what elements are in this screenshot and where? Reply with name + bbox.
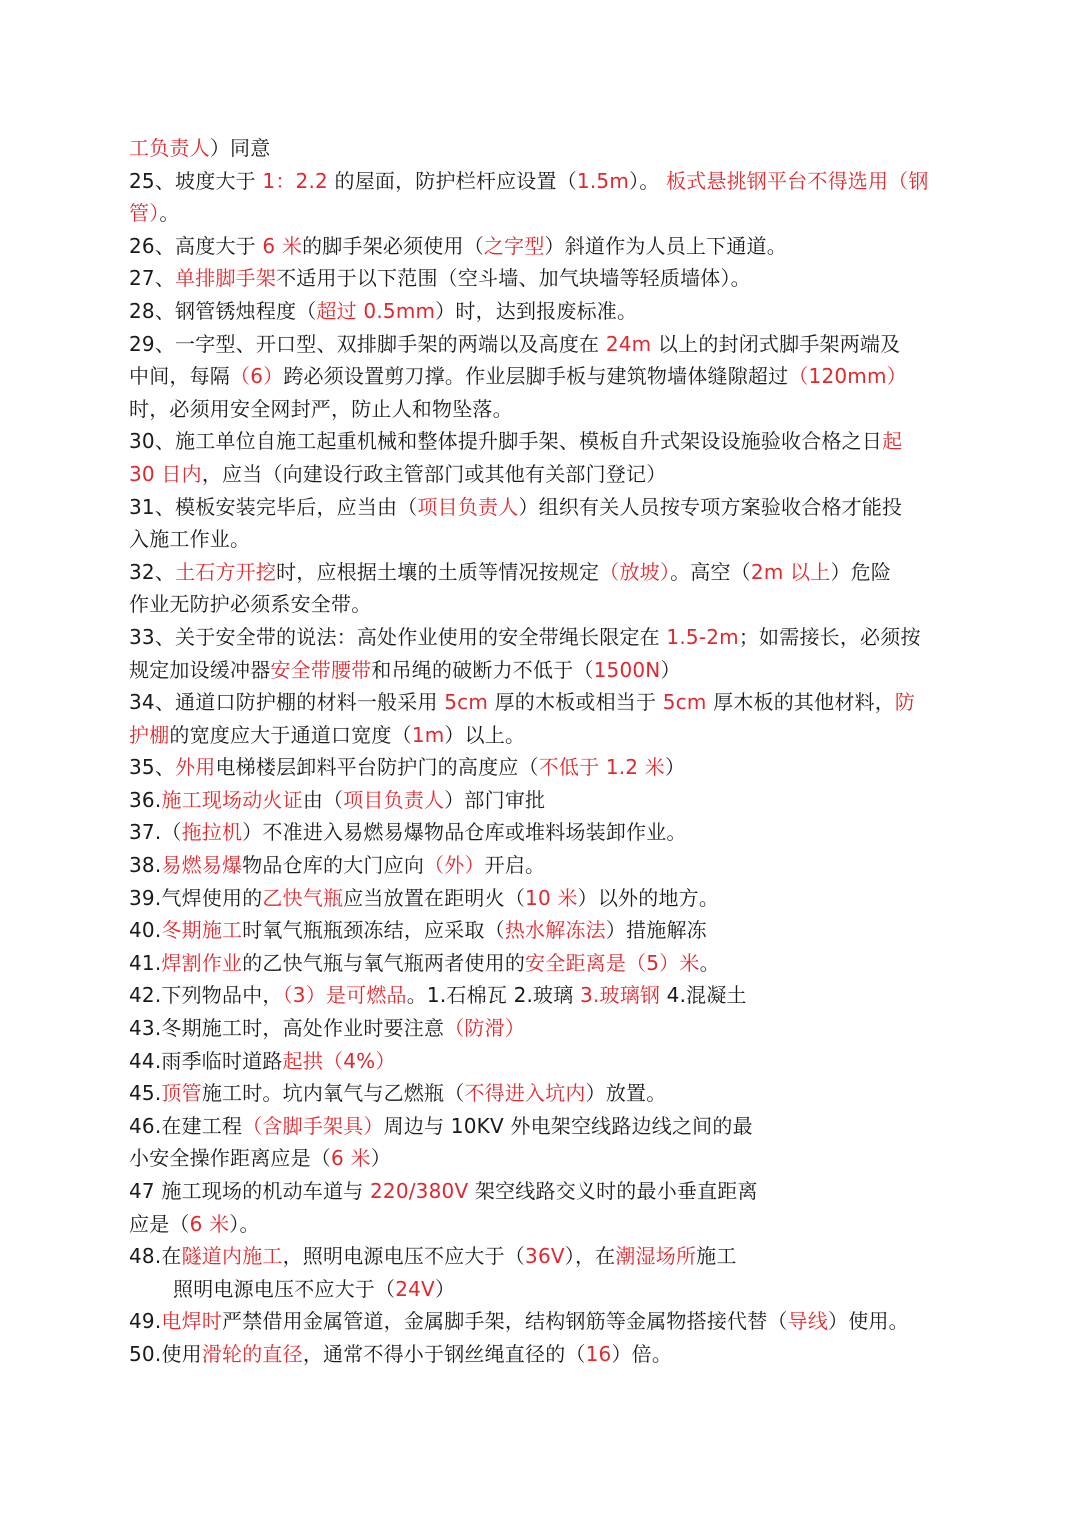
text-line	[129, 230, 959, 263]
highlighted-text: 防	[894, 690, 916, 715]
text-line	[129, 816, 959, 849]
body-text: 。	[699, 950, 720, 975]
highlighted-text: 36V	[525, 1244, 565, 1269]
body-text: ）措施解冻	[605, 918, 707, 943]
body-text: 的宽度应大于通道口宽度（	[169, 722, 412, 747]
text-line	[129, 914, 959, 947]
body-text: 46.在建工程	[129, 1113, 243, 1138]
body-text: 周边与 10KV 外电架空线路边线之间的最	[383, 1113, 753, 1138]
body-text: 作业无防护必须系安全带。	[129, 592, 372, 617]
body-text: 施工时。坑内氧气与乙燃瓶（	[201, 1081, 465, 1106]
body-text: 26、高度大于	[129, 233, 263, 258]
highlighted-text: 1.5-2m	[666, 624, 739, 649]
body-text: 开启。	[484, 853, 546, 878]
body-text: 36.	[129, 787, 162, 812]
text-line	[129, 1273, 959, 1306]
body-text: 49.	[129, 1309, 162, 1334]
text-line	[129, 556, 959, 589]
body-text: 电梯楼层卸料平台防护门的高度应（	[215, 755, 539, 780]
text-line	[129, 360, 959, 393]
highlighted-text: 16	[585, 1341, 612, 1366]
text-line	[129, 197, 959, 230]
body-text: 48.在	[129, 1244, 182, 1269]
text-line	[129, 654, 959, 687]
highlighted-text: 超过 0.5mm	[316, 298, 436, 323]
highlighted-text: 板式悬挑钢平台不得选用（钢	[665, 168, 929, 193]
body-text: 中间，每隔	[129, 364, 230, 389]
document-body	[129, 132, 959, 1371]
body-text: 。	[159, 201, 180, 226]
body-text: 25、坡度大于	[129, 168, 263, 193]
text-line	[129, 425, 959, 458]
body-text: 跨必须设置剪刀撑。作业层脚手板与建筑物墙体缝隙超过	[283, 364, 789, 389]
highlighted-text: 乙快气瓶	[262, 885, 344, 910]
body-text: ），在	[564, 1244, 616, 1269]
highlighted-text: 6 米	[331, 1146, 371, 1171]
body-text: ）放置。	[585, 1081, 667, 1106]
body-text: 41.	[129, 950, 162, 975]
body-text: 34、通道口防护棚的材料一般采用	[129, 690, 445, 715]
highlighted-text: 24V	[395, 1276, 435, 1301]
highlighted-text: 单排脚手架	[175, 266, 277, 291]
text-line	[129, 1175, 959, 1208]
highlighted-text: 拖拉机	[181, 820, 243, 845]
body-text: 应是（	[129, 1211, 190, 1236]
body-text: 和吊绳的破断力不低于（	[371, 657, 594, 682]
highlighted-text: 项目负责人	[343, 787, 445, 812]
highlighted-text: 护棚	[129, 722, 170, 747]
highlighted-text: 1.5m	[576, 168, 630, 193]
highlighted-text: 起拱（4%）	[282, 1048, 396, 1073]
text-line	[129, 393, 959, 426]
body-text: 厚的木板或相当于	[488, 690, 663, 715]
text-line	[129, 1208, 959, 1241]
body-text: 时，应根据土壤的土质等情况按规定	[276, 559, 600, 584]
body-text: 时，必须用安全网封严，防止人和物坠落。	[129, 396, 513, 421]
body-text: ；如需接长，必须按	[738, 624, 921, 649]
highlighted-text: 导线	[787, 1309, 829, 1334]
highlighted-text: 热水解冻法	[504, 918, 606, 943]
body-text: 小安全操作距离应是（	[129, 1146, 331, 1171]
body-text: ）同意	[209, 136, 271, 160]
text-line	[129, 686, 959, 719]
highlighted-text: 潮湿场所	[615, 1244, 697, 1269]
highlighted-text: 土石方开挖	[175, 559, 277, 584]
highlighted-text: 3.玻璃钢	[580, 983, 661, 1008]
body-text: 4.混凝土	[660, 983, 747, 1008]
highlighted-text: 1500N	[593, 657, 661, 682]
body-text: 的脚手架必须使用（	[302, 233, 484, 258]
text-line	[129, 295, 959, 328]
body-text: 物品仓库的大门应向	[242, 853, 425, 878]
highlighted-text: 管）	[129, 201, 160, 226]
text-line	[129, 1012, 959, 1045]
body-text: ）	[665, 755, 686, 780]
body-text: 29、一字型、开口型、双排脚手架的两端以及高度在	[129, 331, 606, 356]
body-text: ）倍。	[611, 1341, 673, 1366]
body-text: 32、	[129, 559, 176, 584]
body-text: 30、施工单位自施工起重机械和整体提升脚手架、模板自升式架设设施验收合格之日	[129, 429, 883, 454]
highlighted-text: 5cm	[444, 690, 489, 715]
highlighted-text: 之字型	[483, 233, 545, 258]
body-text: ）部门审批	[444, 787, 546, 812]
body-text: 45.	[129, 1081, 162, 1106]
highlighted-text: 30 日内	[129, 461, 202, 486]
text-line	[129, 979, 959, 1012]
body-text: 33、关于安全带的说法：高处作业使用的安全带绳长限定在	[129, 624, 667, 649]
highlighted-text: 24m	[605, 331, 652, 356]
body-text: 规定加设缓冲器	[129, 657, 271, 682]
body-text: ）不准进入易燃易爆物品仓库或堆料场装卸作业。	[242, 820, 687, 845]
body-text: 照明电源电压不应大于（	[173, 1276, 396, 1301]
body-text: 严禁借用金属管道，金属脚手架，结构钢筋等金属物搭接代替（	[222, 1309, 788, 1334]
body-text: 43.冬期施工时，高处作业时要注意	[129, 1016, 445, 1041]
body-text: 的乙快气瓶与氧气瓶两者使用的	[242, 950, 526, 975]
body-text: ）以上。	[444, 722, 526, 747]
body-text: ，照明电源电压不应大于（	[282, 1244, 526, 1269]
highlighted-text: （防滑）	[444, 1016, 526, 1041]
body-text: ）组织有关人员按专项方案验收合格才能投	[518, 494, 903, 519]
text-line	[129, 132, 959, 165]
text-line	[129, 751, 959, 784]
body-text: 39.气焊使用的	[129, 885, 263, 910]
text-line	[129, 784, 959, 817]
body-text: 。高空（	[670, 559, 751, 584]
text-line	[129, 1240, 959, 1273]
highlighted-text: 项目负责人	[417, 494, 519, 519]
text-line	[129, 328, 959, 361]
highlighted-text: （6）	[230, 364, 284, 389]
body-text: ）。	[229, 1211, 260, 1236]
highlighted-text: 外用	[175, 755, 216, 780]
body-text: 27、	[129, 266, 176, 291]
text-line	[129, 1305, 959, 1338]
text-line	[129, 882, 959, 915]
body-text: 42.下列物品中，	[129, 983, 283, 1008]
text-line	[129, 1338, 959, 1371]
text-line	[129, 947, 959, 980]
body-text: 47 施工现场的机动车道与	[129, 1179, 370, 1203]
body-text: 架空线路交义时的最小垂直距离	[468, 1179, 758, 1203]
body-text: 由（	[302, 787, 344, 812]
text-line	[129, 849, 959, 882]
body-text: ）	[660, 657, 681, 682]
body-text: 施工	[696, 1244, 737, 1269]
highlighted-text: （3）是可燃品	[282, 983, 407, 1008]
body-text: 时氧气瓶瓶颈冻结，应采取（	[242, 918, 505, 943]
body-text: 31、模板安装完毕后，应当由（	[129, 494, 418, 519]
body-text: 入施工作业。	[129, 527, 251, 552]
highlighted-text: 施工现场动火证	[161, 787, 303, 812]
text-line	[129, 523, 959, 556]
highlighted-text: 电焊时	[161, 1309, 223, 1334]
highlighted-text: 起	[882, 429, 903, 454]
body-text: 应当放置在距明火（	[343, 885, 526, 910]
body-text: 。1.石棉瓦 2.玻璃	[406, 983, 581, 1008]
highlighted-text: 工负责人	[129, 136, 210, 160]
body-text: ）	[370, 1146, 391, 1171]
body-text: 38.	[129, 853, 162, 878]
highlighted-text: 10 米	[525, 885, 578, 910]
highlighted-text: 1m	[411, 722, 445, 747]
highlighted-text: 220/380V	[369, 1179, 469, 1203]
body-text: 35、	[129, 755, 176, 780]
text-line	[129, 588, 959, 621]
highlighted-text: 易燃易爆	[161, 853, 243, 878]
body-text: ，通常不得小于钢丝绳直径的（	[302, 1341, 586, 1366]
body-text: ）	[434, 1276, 456, 1301]
body-text: ）使用。	[828, 1309, 909, 1334]
body-text: ）。	[629, 168, 666, 193]
highlighted-text: 不得进入坑内	[464, 1081, 586, 1106]
body-text: 不适用于以下范围（空斗墙、加气块墙等轻质墙体）。	[276, 266, 751, 291]
text-line	[129, 1142, 959, 1175]
highlighted-text: （外）	[424, 853, 485, 878]
body-text: ）危险	[830, 559, 892, 584]
text-line	[129, 719, 959, 752]
highlighted-text: 1：2.2	[262, 168, 328, 193]
body-text: 以上的封闭式脚手架两端及	[651, 331, 901, 356]
highlighted-text: 安全距离是（5）米	[525, 950, 700, 975]
highlighted-text: 顶管	[161, 1081, 202, 1106]
text-line	[129, 1045, 959, 1078]
text-line	[129, 458, 959, 491]
body-text: ，应当（向建设行政主管部门或其他有关部门登记）	[201, 461, 667, 486]
body-text: ）时，达到报废标准。	[435, 298, 638, 323]
body-text: ）以外的地方。	[577, 885, 720, 910]
text-line	[129, 165, 959, 198]
highlighted-text: （120mm）	[788, 364, 907, 389]
highlighted-text: 5cm	[662, 690, 707, 715]
body-text: 44.雨季临时道路	[129, 1048, 283, 1073]
highlighted-text: （放坡）	[599, 559, 671, 584]
highlighted-text: 6 米	[189, 1211, 230, 1236]
body-text: ）斜道作为人员上下通道。	[544, 233, 787, 258]
body-text: 28、钢管锈烛程度（	[129, 298, 317, 323]
text-line	[129, 1077, 959, 1110]
highlighted-text: 焊割作业	[161, 950, 243, 975]
body-text: 的屋面，防护栏杆应设置（	[327, 168, 577, 193]
highlighted-text: 冬期施工	[161, 918, 243, 943]
highlighted-text: 隧道内施工	[181, 1244, 283, 1269]
highlighted-text: 滑轮的直径	[201, 1341, 303, 1366]
body-text: 40.	[129, 918, 162, 943]
body-text: 厚木板的其他材料，	[706, 690, 895, 715]
body-text: 50.使用	[129, 1341, 202, 1366]
text-line	[129, 1110, 959, 1143]
highlighted-text: 2m 以上	[750, 559, 831, 584]
highlighted-text: （含脚手架具）	[242, 1113, 384, 1138]
text-line	[129, 262, 959, 295]
text-line	[129, 621, 959, 654]
highlighted-text: 不低于 1.2 米	[538, 755, 665, 780]
body-text: 37.（	[129, 820, 182, 845]
highlighted-text: 6 米	[262, 233, 303, 258]
text-line	[129, 491, 959, 524]
highlighted-text: 安全带腰带	[270, 657, 372, 682]
